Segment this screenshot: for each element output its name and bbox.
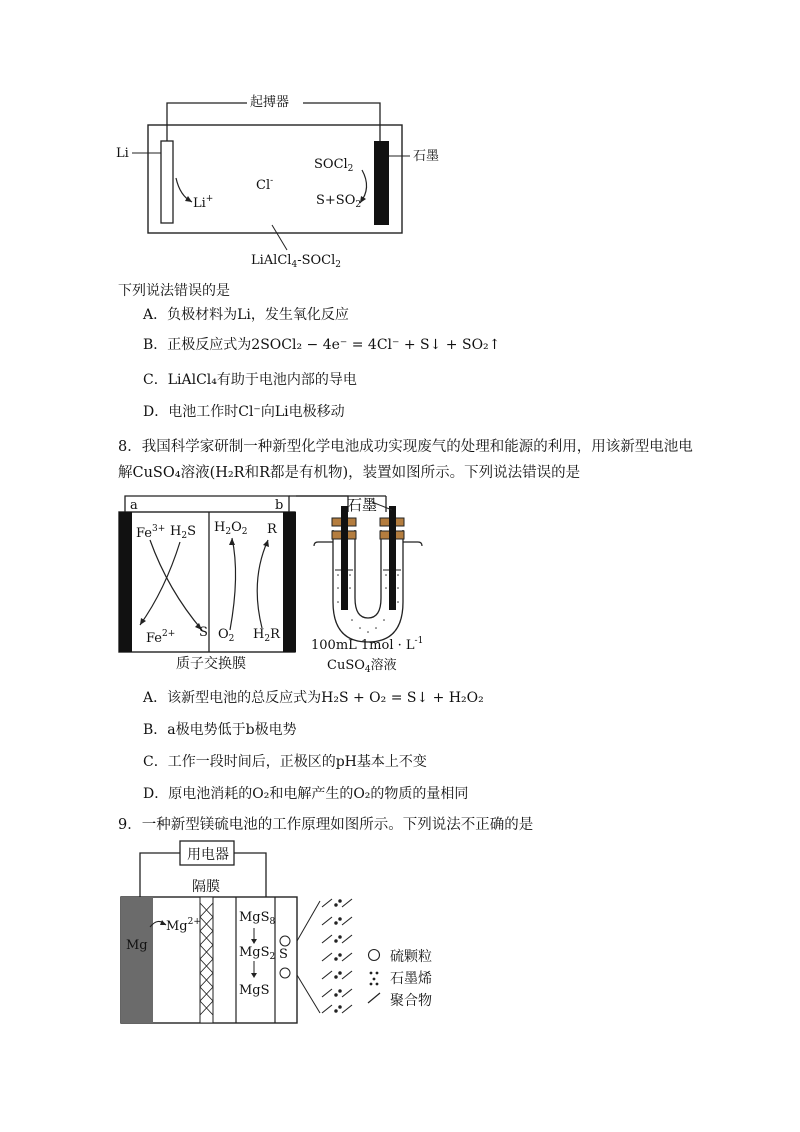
- li-label: Li: [116, 146, 129, 161]
- cuso4-solution-label: CuSO$_4$溶液: [327, 658, 397, 675]
- q8-option-a[interactable]: A．该新型电池的总反应式为H₂S + O₂ = S↓ + H₂O₂: [143, 690, 484, 706]
- q8-option-b[interactable]: B．a极电势低于b极电势: [143, 722, 297, 738]
- legend-polymer: 聚合物: [390, 993, 432, 1009]
- separator-label: 隔膜: [192, 879, 220, 895]
- h2o2-label: $H_2O_2$: [214, 520, 248, 537]
- legend-graphene: 石墨烯: [390, 971, 432, 987]
- battery-diagram-2: [0, 480, 800, 690]
- q7-stem: 下列说法错误的是: [118, 283, 230, 299]
- q7-option-a[interactable]: A．负极材料为Li，发生氧化反应: [143, 307, 349, 323]
- mgs-label: MgS: [239, 983, 270, 998]
- r-label: R: [267, 522, 277, 537]
- h2s-label: $H_2S$: [170, 524, 196, 541]
- q8-option-c[interactable]: C．工作一段时间后，正极区的pH基本上不变: [143, 754, 427, 770]
- s-so2-label: $S+SO_2$: [316, 193, 362, 210]
- electrode-a-label: a: [130, 498, 138, 513]
- fe3-label: $Fe^{3+}$: [136, 524, 166, 541]
- fe2-label: $Fe^{2+}$: [146, 629, 176, 646]
- graphite-label: 石墨: [413, 149, 440, 164]
- legend-sulfur-particle: 硫颗粒: [390, 949, 432, 965]
- device-label: 用电器: [187, 847, 229, 863]
- concentration-label: 100mL $1mol \cdot L^{-1}$: [311, 636, 424, 653]
- mg-electrode-label: Mg: [126, 938, 148, 953]
- q7-option-b[interactable]: B．正极反应式为2SOCl₂ − 4e⁻ = 4Cl⁻ + S↓ + SO₂↑: [143, 337, 501, 353]
- q7-option-d[interactable]: D．电池工作时Cl⁻向Li电极移动: [143, 404, 345, 420]
- electrolyte-label: LiAlCl$_4$-SOCl$_2$: [251, 253, 341, 270]
- li-ion-label: Li+: [193, 194, 214, 211]
- o2-label: $O_2$: [218, 627, 235, 644]
- proton-membrane-label: 质子交换膜: [176, 656, 246, 672]
- battery-diagram-1: [0, 0, 800, 280]
- mg2-ion-label: $Mg^{2+}$: [166, 917, 201, 934]
- sulfur-label: S: [279, 947, 288, 962]
- q7-option-c[interactable]: C．LiAlCl₄有助于电池内部的导电: [143, 372, 357, 388]
- q9-stem: 9．一种新型镁硫电池的工作原理如图所示。下列说法不正确的是: [118, 817, 534, 833]
- s-label: S: [199, 625, 208, 640]
- socl2-label: SOCl$_2$: [314, 157, 354, 174]
- h2r-label: $H_2R$: [253, 627, 280, 644]
- cl-ion-label: Cl-: [256, 176, 274, 193]
- q8-option-d[interactable]: D．原电池消耗的O₂和电解产生的O₂的物质的量相同: [143, 786, 469, 802]
- pacemaker-label: 起搏器: [250, 95, 290, 110]
- graphite-label-2: 石墨: [347, 496, 378, 514]
- mgs2-label: MgS$_2$: [239, 945, 276, 962]
- electrode-b-label: b: [275, 498, 284, 513]
- q8-stem-line2: 解CuSO₄溶液(H₂R和R都是有机物)，装置如图所示。下列说法错误的是: [118, 465, 581, 481]
- mgs8-label: MgS$_8$: [239, 910, 276, 927]
- q8-stem-line1: 8．我国科学家研制一种新型化学电池成功实现废气的处理和能源的利用，用该新型电池电: [118, 439, 693, 455]
